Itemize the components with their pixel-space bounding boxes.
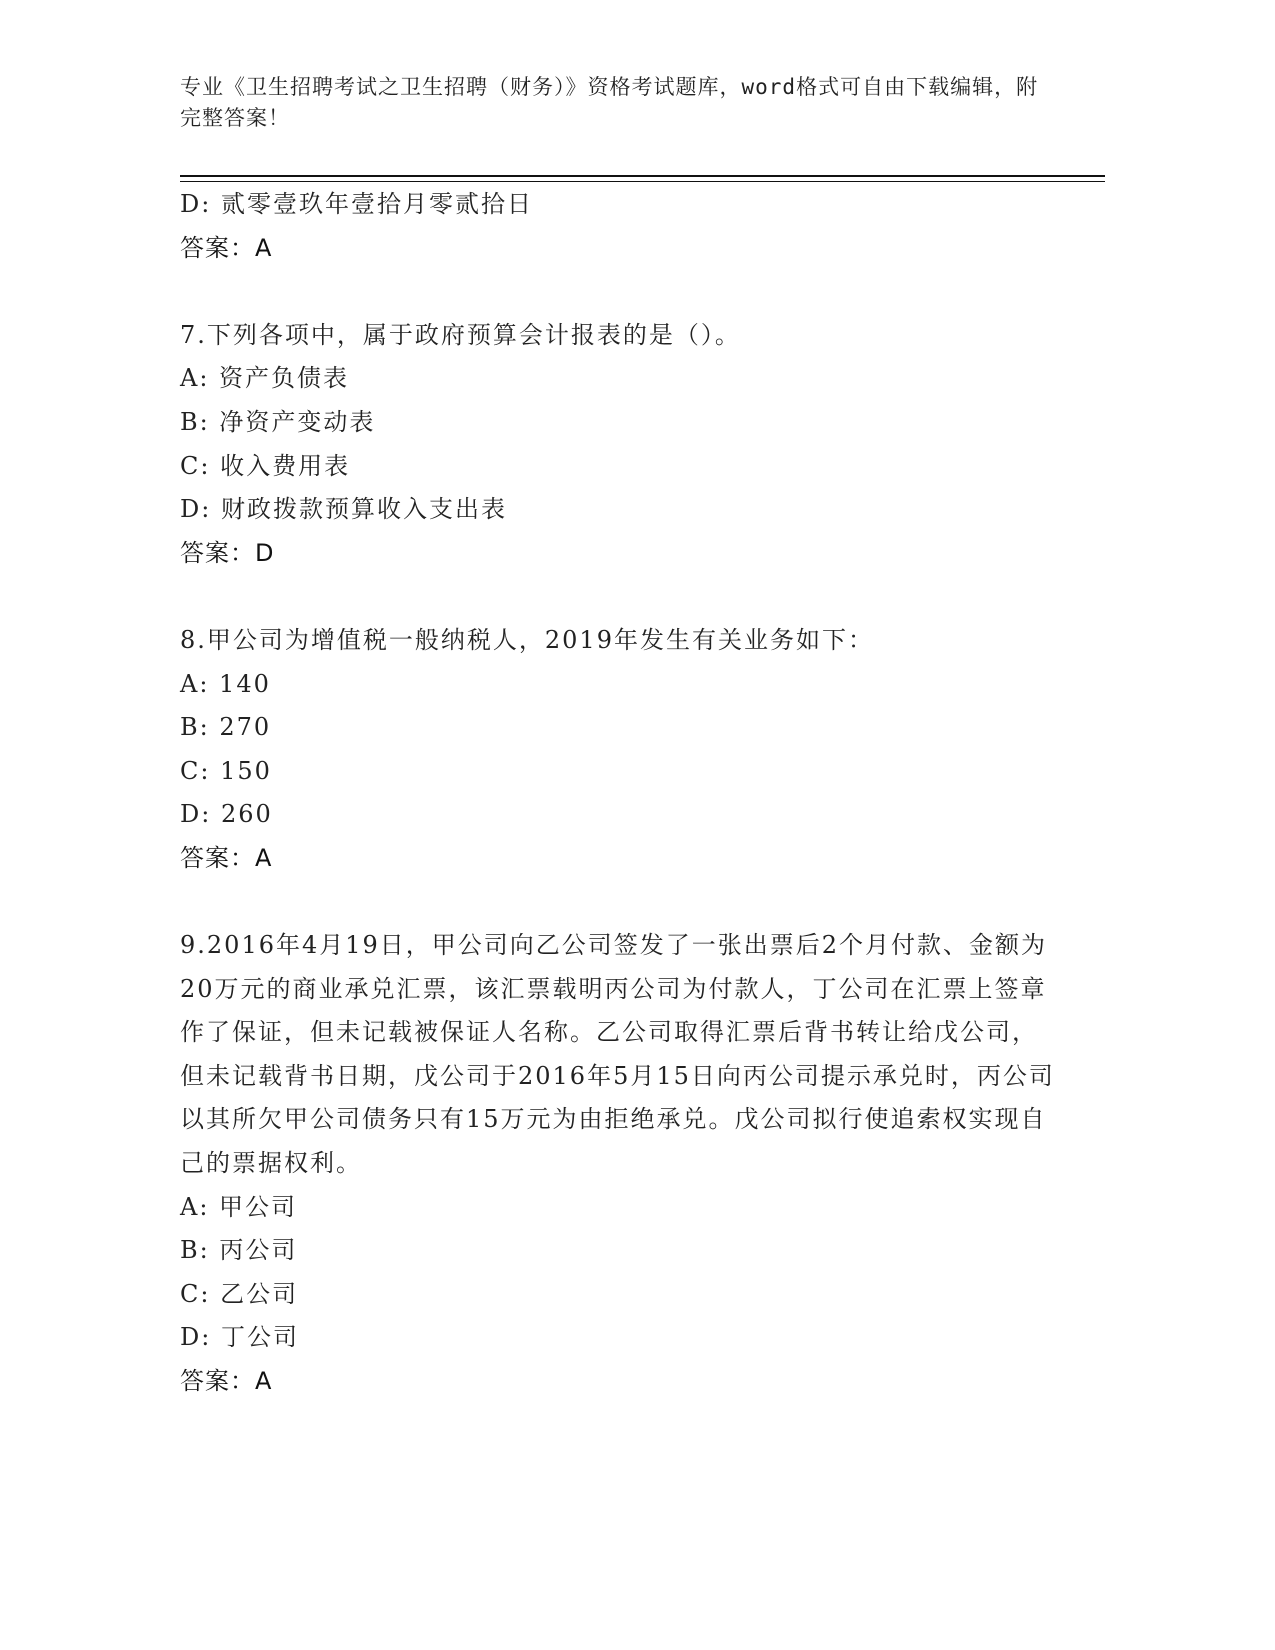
question-9-option-c: C: 乙公司 xyxy=(180,1279,299,1308)
answer-line: 答案：A xyxy=(180,233,273,262)
question-8-answer: 答案：A xyxy=(180,843,273,872)
question-8-option-c: C: 150 xyxy=(180,756,272,785)
question-9-option-b: B: 丙公司 xyxy=(180,1236,298,1265)
question-9-option-a: A: 甲公司 xyxy=(180,1192,298,1221)
question-7-option-a: A: 资产负债表 xyxy=(180,364,350,393)
question-7-option-b: B: 净资产变动表 xyxy=(180,407,376,436)
question-8-option-b: B: 270 xyxy=(180,713,272,742)
spacer xyxy=(180,270,1060,314)
question-8-stem: 8.甲公司为增值税一般纳税人，2019年发生有关业务如下： xyxy=(180,625,874,654)
question-9-stem: 9.2016年4月19日，甲公司向乙公司签发了一张出票后2个月付款、金额为20万元的商业承兑汇票，该汇票载明丙公司为付款人，丁公司在汇票上签章作了保证，但未记载被保证人名称。乙公司取得汇票后背书转让给戊公司，但未记载背书日期，戊公司于2016年5月15日向丙公司提示承兑时，丙公司以其所欠甲公司债务只有15万元为由拒绝承兑。戊公司拟行使追索权实现自己的票据权利。 xyxy=(180,931,1055,1178)
spacer xyxy=(180,575,1060,619)
question-9-answer: 答案：A xyxy=(180,1367,273,1396)
question-content xyxy=(180,183,1060,1404)
document-header: 专业《卫生招聘考试之卫生招聘（财务）》资格考试题库，word格式可自由下载编辑，附完整答案！ xyxy=(180,75,1039,130)
header-divider-thin xyxy=(180,181,1105,182)
spacer xyxy=(180,881,1060,925)
question-9-option-d: D: 丁公司 xyxy=(180,1323,299,1352)
question-8-option-a: A: 140 xyxy=(180,669,271,698)
header-divider-thick xyxy=(180,175,1105,177)
question-8-option-d: D: 260 xyxy=(180,800,273,829)
option-d: D: 贰零壹玖年壹拾月零贰拾日 xyxy=(180,190,533,218)
question-7-answer: 答案：D xyxy=(180,538,275,567)
question-7-option-d: D: 财政拨款预算收入支出表 xyxy=(180,495,507,524)
question-7-option-c: C: 收入费用表 xyxy=(180,451,351,480)
question-7-stem: 7.下列各项中，属于政府预算会计报表的是（）。 xyxy=(180,320,741,349)
